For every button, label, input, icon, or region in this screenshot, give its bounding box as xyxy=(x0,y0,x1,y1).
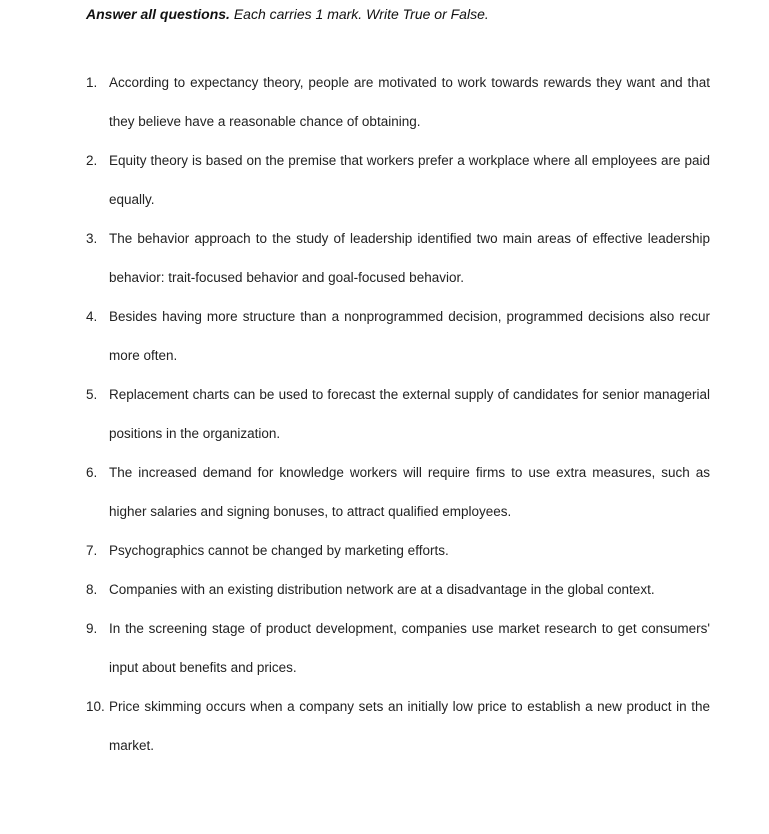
question-item xyxy=(86,219,710,297)
question-text: Price skimming occurs when a company sets an initially low price to establish a new product in the market. xyxy=(109,699,710,753)
question-item xyxy=(86,570,710,609)
question-text: Equity theory is based on the premise that workers prefer a workplace where all employees are paid equally. xyxy=(109,153,710,207)
question-item xyxy=(86,375,710,453)
question-text: Companies with an existing distribution network are at a disadvantage in the global context. xyxy=(109,582,655,597)
question-text: Besides having more structure than a nonprogrammed decision, programmed decisions also recur more often. xyxy=(109,309,710,363)
instructions-text: Each carries 1 mark. Write True or False. xyxy=(229,6,489,22)
question-text: In the screening stage of product development, companies use market research to get consumers' input about benefits and prices. xyxy=(109,621,710,675)
question-item xyxy=(86,63,710,141)
question-item xyxy=(86,531,710,570)
question-number: 6. xyxy=(86,465,98,480)
question-text: The increased demand for knowledge workers will require firms to use extra measures, such as higher salaries and signing bonuses, to attract qualified employees. xyxy=(109,465,710,519)
question-text: According to expectancy theory, people are motivated to work towards rewards they want and that they believe have a reasonable chance of obtaining. xyxy=(109,75,710,129)
question-text: Replacement charts can be used to forecast the external supply of candidates for senior managerial positions in the organization. xyxy=(109,387,710,441)
question-number: 5. xyxy=(86,387,98,402)
question-item xyxy=(86,687,710,765)
question-text: The behavior approach to the study of leadership identified two main areas of effective leadership behavior: trait-focused behavior and goal-focused behavior. xyxy=(109,231,710,285)
question-item xyxy=(86,453,710,531)
question-item xyxy=(86,609,710,687)
question-number: 1. xyxy=(86,75,98,90)
question-number: 10. xyxy=(86,699,105,714)
instructions xyxy=(86,6,489,22)
question-number: 7. xyxy=(86,543,98,558)
question-item xyxy=(86,141,710,219)
question-number: 2. xyxy=(86,153,98,168)
question-number: 4. xyxy=(86,309,98,324)
question-list xyxy=(86,63,710,765)
instructions-bold: Answer all questions. xyxy=(86,6,230,22)
question-number: 3. xyxy=(86,231,98,246)
question-text: Psychographics cannot be changed by marketing efforts. xyxy=(109,543,449,558)
question-item xyxy=(86,297,710,375)
question-number: 9. xyxy=(86,621,98,636)
question-number: 8. xyxy=(86,582,98,597)
